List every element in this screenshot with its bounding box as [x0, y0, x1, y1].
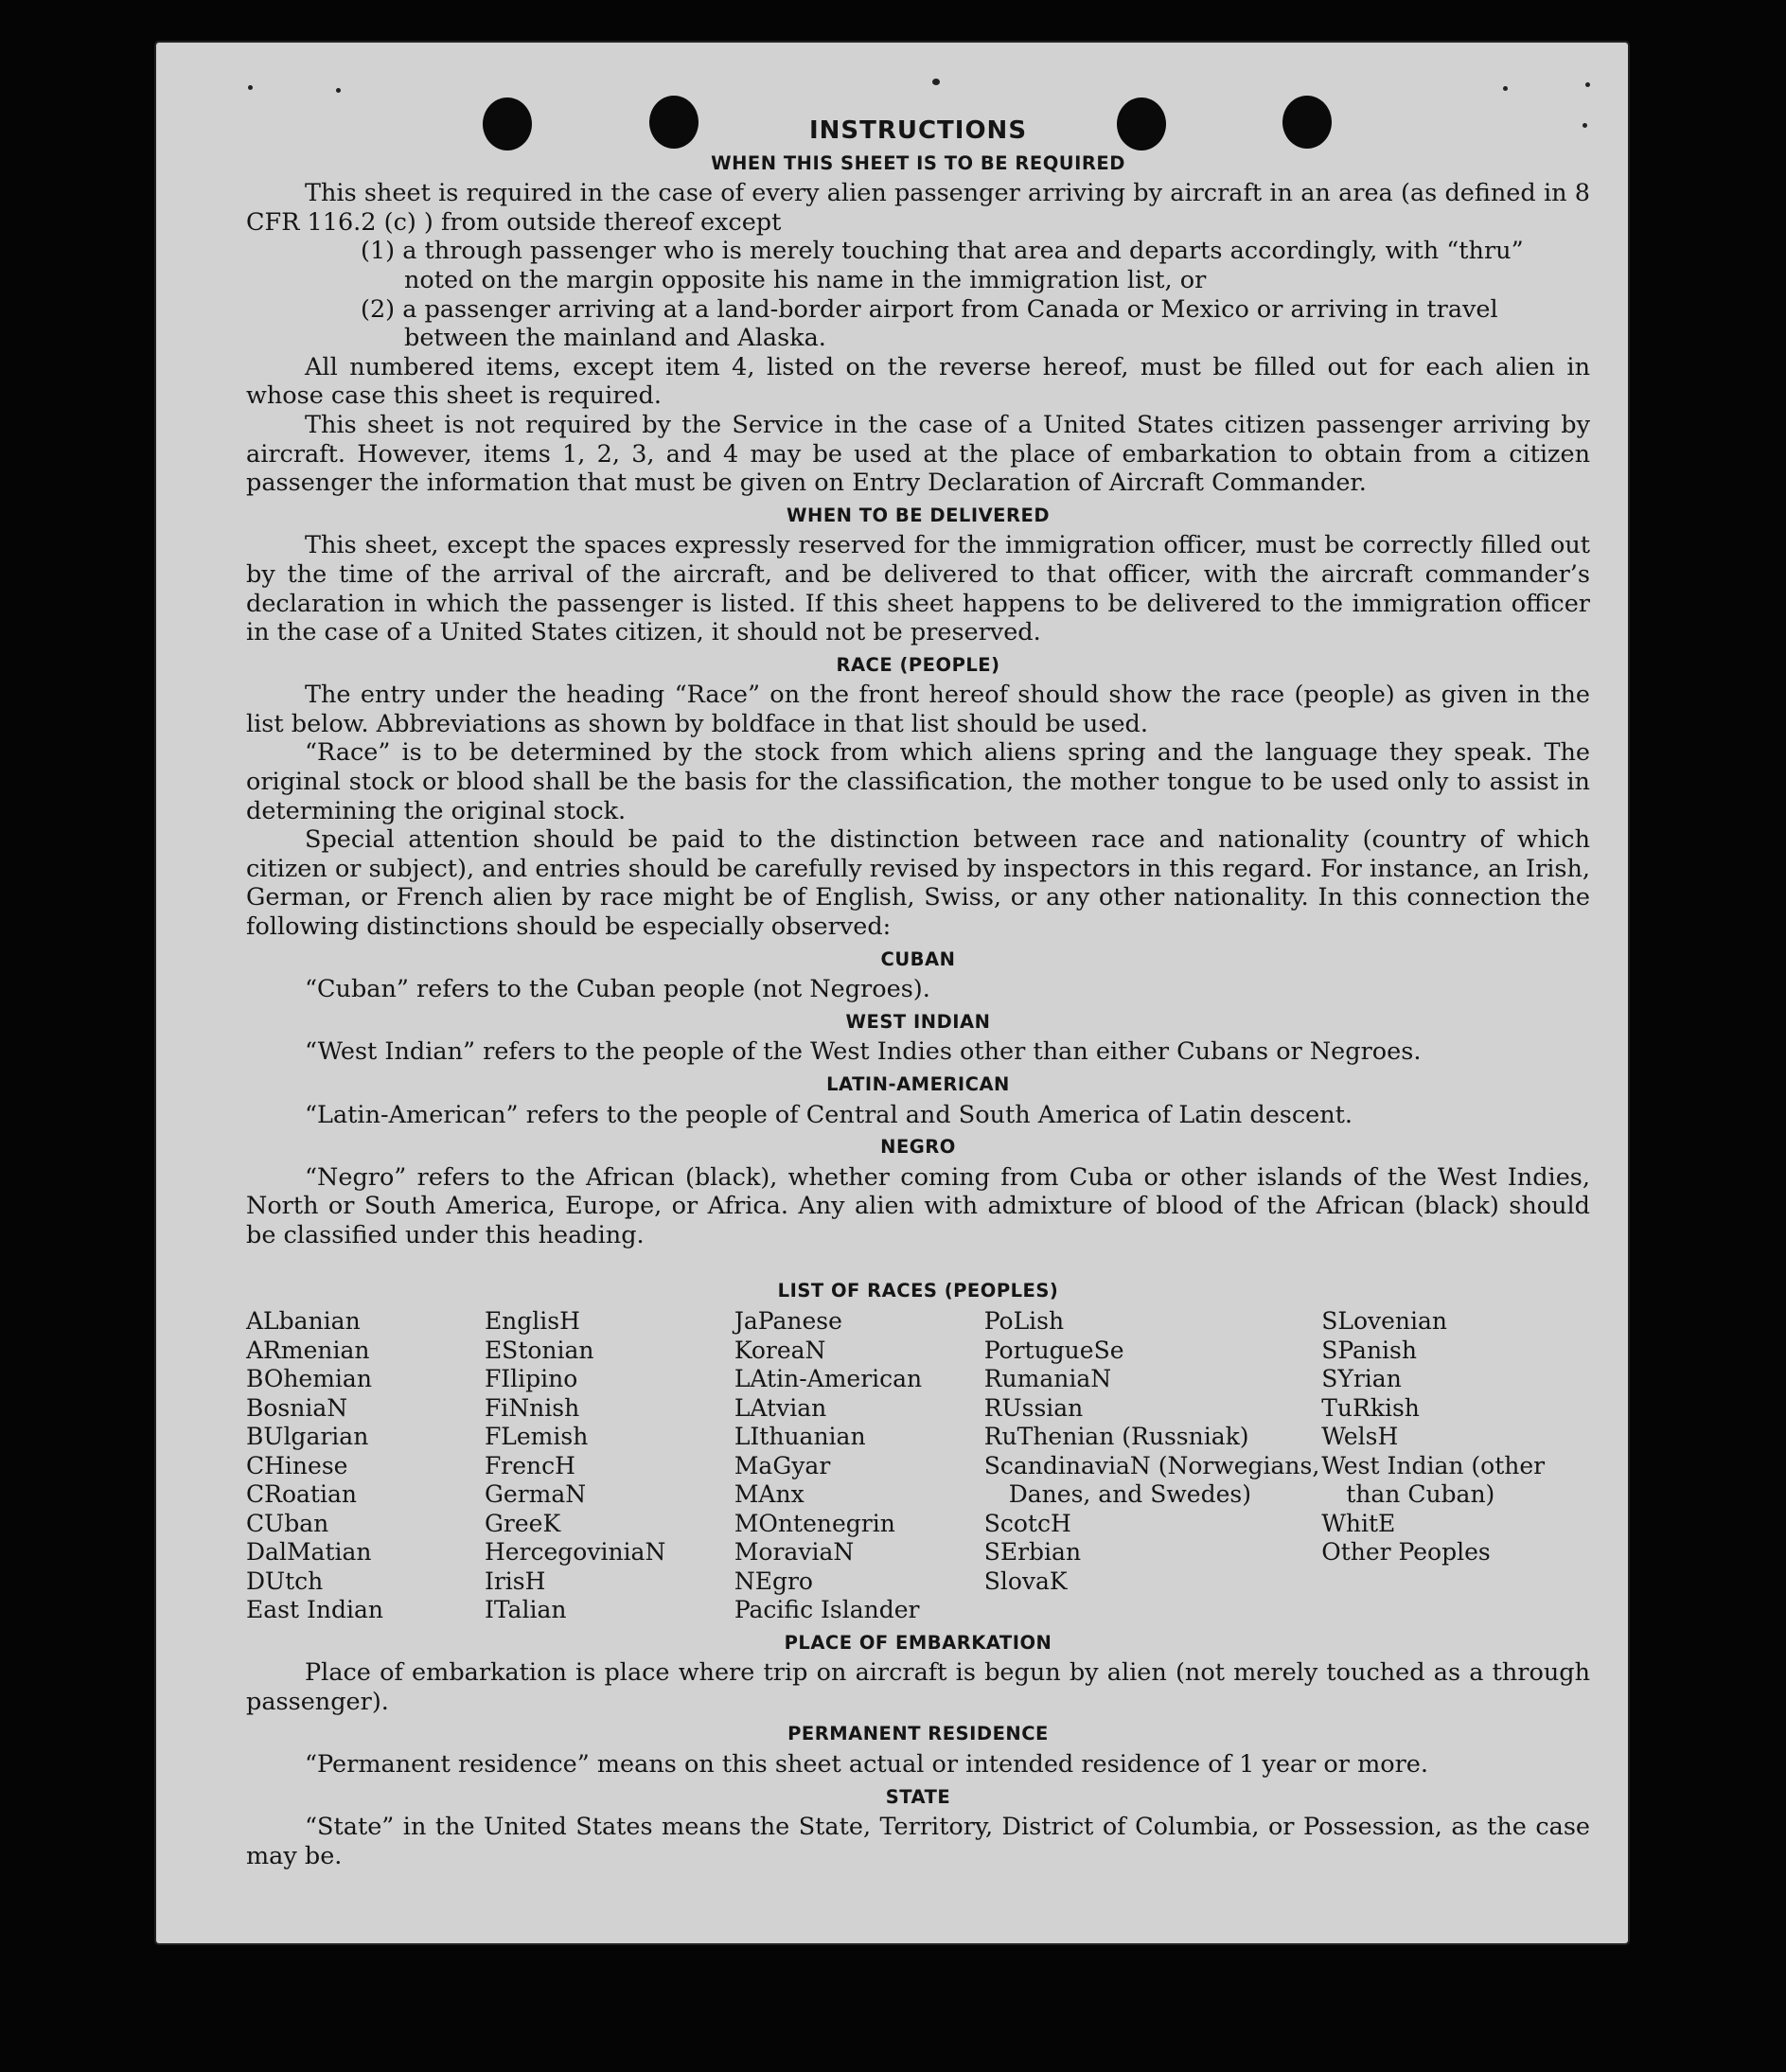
list-item: (1) a through passenger who is merely touching that area and departs accordingly, with “thru” noted on the margin opposite his name in the immigration list, or — [361, 237, 1524, 294]
paragraph: “West Indian” refers to the people of the West Indies other than either Cubans or Negroes. — [305, 1037, 1422, 1067]
race-item: SlovaK — [983, 1567, 1068, 1595]
race-item: EnglisH — [484, 1307, 580, 1336]
paragraph: “Permanent residence” means on this sheet actual or intended residence of 1 year or more. — [305, 1750, 1428, 1780]
race-item: SPanish — [1321, 1336, 1417, 1364]
races-list — [246, 1307, 1590, 1625]
race-item: DUtch — [246, 1567, 324, 1595]
race-item: GermaN — [484, 1480, 587, 1509]
races-column — [734, 1307, 984, 1625]
paragraph: Place of embarkation is place where trip on aircraft is begun by alien (not merely touched as a through passenger). — [246, 1658, 1590, 1716]
heading-embarkation: PLACE OF EMBARKATION — [784, 1631, 1052, 1654]
paragraph: This sheet is required in the case of every alien passenger arriving by aircraft in an area (as defined in 8 CFR 116.2 (c) ) from outside thereof except — [246, 179, 1590, 237]
instructions-body — [246, 116, 1590, 1870]
race-item: ScotcH — [983, 1509, 1071, 1537]
race-item: WhitE — [1321, 1509, 1396, 1537]
race-item: MOntenegrin — [734, 1509, 895, 1537]
race-item: JaPanese — [734, 1307, 842, 1336]
race-item: BOhemian — [246, 1365, 372, 1393]
race-item: MoraviaN — [734, 1538, 855, 1567]
race-item: SErbian — [983, 1538, 1082, 1567]
race-item: WelsH — [1321, 1423, 1399, 1451]
race-item: East Indian — [246, 1596, 383, 1624]
races-column — [1321, 1307, 1590, 1625]
heading-state: STATE — [885, 1785, 951, 1808]
race-item: RuThenian (Russniak) — [983, 1423, 1249, 1451]
race-item: BosniaN — [246, 1393, 348, 1422]
race-item: Other Peoples — [1321, 1538, 1491, 1567]
race-item: RumaniaN — [983, 1365, 1112, 1393]
document-sheet — [156, 43, 1628, 1943]
races-column — [485, 1307, 734, 1625]
race-item: HercegoviniaN — [484, 1538, 666, 1567]
race-item: KoreaN — [734, 1336, 826, 1364]
race-item: ARmenian — [246, 1336, 370, 1364]
race-item: GreeK — [484, 1509, 561, 1537]
race-item: LIthuanian — [734, 1423, 866, 1451]
race-item: Pacific Islander — [734, 1596, 920, 1624]
paragraph: This sheet, except the spaces expressly reserved for the immigration officer, must be correctly filled out by the time of the arrival of the aircraft, and be delivered to that officer, with the aircraft commander’s declaration in which the passenger is listed. If this sheet happens to be delivered to the immigration officer in the case of a United States citizen, it should not be preserved. — [246, 531, 1590, 647]
speck — [1585, 82, 1590, 87]
race-item: CRoatian — [246, 1480, 357, 1509]
race-item: CUban — [246, 1509, 329, 1537]
paragraph: “Negro” refers to the African (black), whether coming from Cuba or other islands of the West Indies, North or South America, Europe, or Africa. Any alien with admixture of blood of the African (black) should be classified under this heading. — [246, 1162, 1590, 1249]
race-item: SYrian — [1321, 1365, 1402, 1393]
heading-list-of-races: LIST OF RACES (PEOPLES) — [777, 1279, 1059, 1302]
heading-latin-american: LATIN-AMERICAN — [826, 1073, 1010, 1095]
race-item: IrisH — [484, 1567, 546, 1595]
race-item: MaGyar — [734, 1451, 831, 1479]
races-column — [984, 1307, 1322, 1625]
race-item: ScandinaviaN (Norwegians, Danes, and Swedes) — [983, 1451, 1320, 1509]
speck — [1503, 86, 1508, 91]
heading-permanent-residence: PERMANENT RESIDENCE — [787, 1723, 1049, 1745]
race-item: BUlgarian — [246, 1423, 369, 1451]
race-item: EStonian — [484, 1336, 594, 1364]
race-item: FiNnish — [484, 1393, 580, 1422]
race-item: MAnx — [734, 1480, 805, 1509]
paragraph: The entry under the heading “Race” on the front hereof should show the race (people) as given in the list below. Abbreviations as shown by boldface in that list should be used. — [246, 681, 1590, 738]
list-item: (2) a passenger arriving at a land-border airport from Canada or Mexico or arriving in travel between the mainland and Alaska. — [361, 294, 1498, 353]
race-item: West Indian (other than Cuban) — [1321, 1451, 1546, 1509]
speck — [336, 88, 341, 93]
race-item: DalMatian — [246, 1538, 372, 1567]
paragraph: All numbered items, except item 4, listed on the reverse hereof, must be filled out for each alien in whose case this sheet is required. — [246, 352, 1590, 411]
race-item: ALbanian — [246, 1307, 361, 1336]
race-item: FLemish — [484, 1423, 589, 1451]
race-item: FIlipino — [484, 1365, 578, 1393]
heading-when-delivered: WHEN TO BE DELIVERED — [786, 504, 1051, 526]
race-item: FrencH — [484, 1451, 575, 1479]
paragraph: “Latin-American” refers to the people of Central and South America of Latin descent. — [305, 1100, 1353, 1129]
paragraph: Special attention should be paid to the distinction between race and nationality (country of which citizen or subject), and entries should be carefully revised by inspectors in this regard. For instance, an Irish, German, or French alien by race might be of English, Swiss, or any other nationality. In this connection the following distinctions should be especially observed: — [246, 825, 1590, 942]
race-item: LAtin-American — [734, 1365, 923, 1393]
paragraph: This sheet is not required by the Service in the case of a United States citizen passenger arriving by aircraft. However, items 1, 2, 3, and 4 may be used at the place of embarkation to obtain from a citizen passenger the information that must be given on Entry Declaration of Aircraft Commander. — [246, 410, 1590, 498]
race-item: SLovenian — [1321, 1307, 1448, 1336]
race-item: PoLish — [983, 1307, 1065, 1336]
heading-negro: NEGRO — [880, 1136, 956, 1159]
race-item: CHinese — [246, 1451, 348, 1479]
races-column — [246, 1307, 485, 1625]
heading-cuban: CUBAN — [880, 947, 956, 970]
race-item: PortugueSe — [983, 1336, 1124, 1364]
page-title: INSTRUCTIONS — [808, 116, 1028, 145]
race-item: LAtvian — [734, 1393, 827, 1422]
race-item: TuRkish — [1321, 1393, 1420, 1422]
paragraph: “Race” is to be determined by the stock from which aliens spring and the language they speak. The original stock or blood shall be the basis for the classification, the mother tongue to be used only to assist in determining the original stock. — [246, 738, 1590, 825]
heading-when-required: WHEN THIS SHEET IS TO BE REQUIRED — [711, 151, 1125, 174]
race-item: ITalian — [484, 1596, 567, 1624]
race-item: NEgro — [734, 1567, 813, 1595]
race-item: RUssian — [983, 1393, 1084, 1422]
speck — [248, 85, 253, 90]
heading-race: RACE (PEOPLE) — [836, 653, 1000, 676]
speck — [932, 79, 940, 85]
heading-west-indian: WEST INDIAN — [845, 1010, 991, 1033]
paragraph: “State” in the United States means the State, Territory, District of Columbia, or Possession, as the case may be. — [246, 1813, 1590, 1870]
paragraph: “Cuban” refers to the Cuban people (not Negroes). — [305, 975, 930, 1004]
